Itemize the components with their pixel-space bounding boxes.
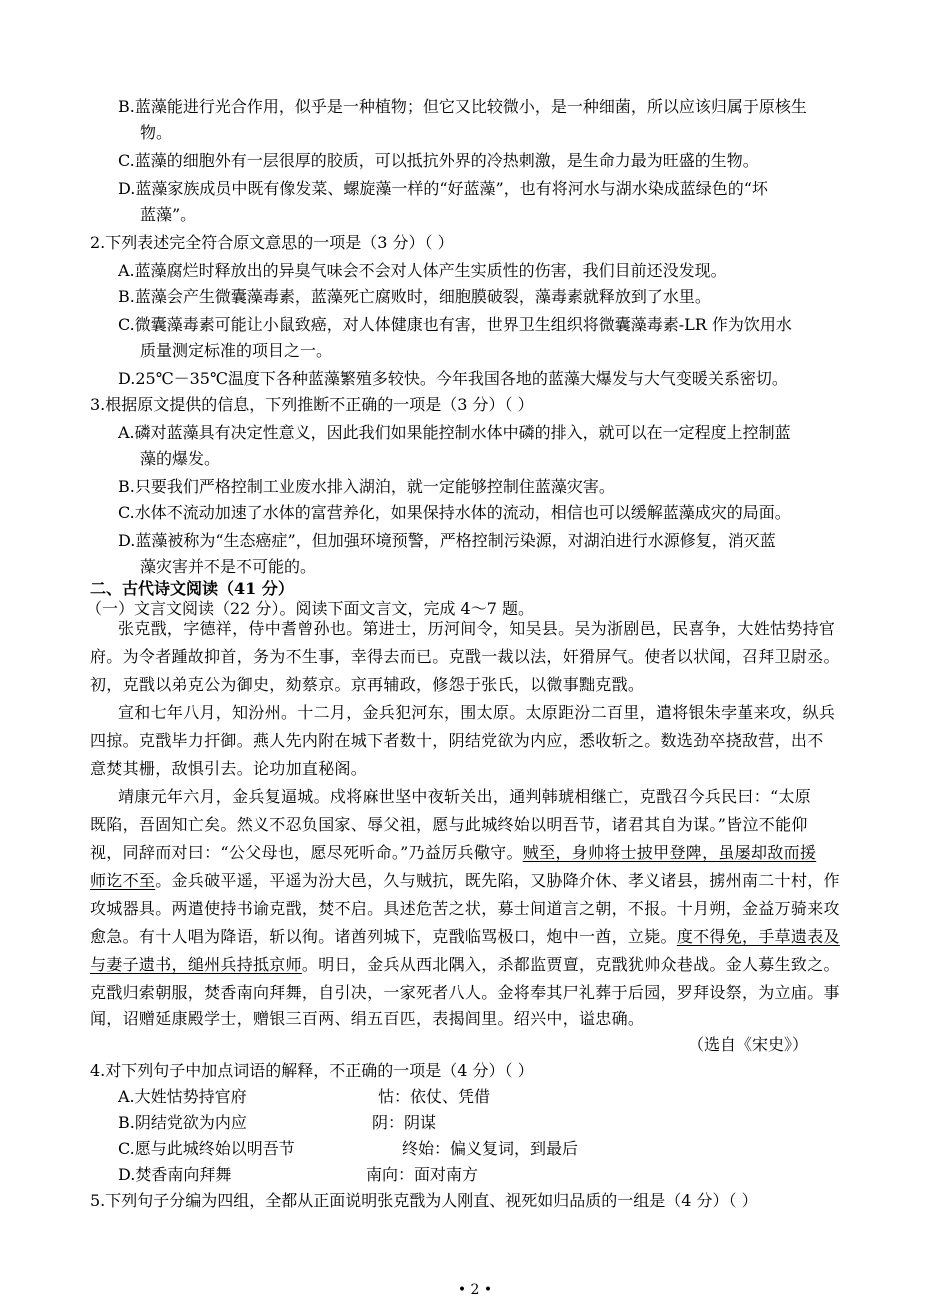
passage-p3-line6-text: 愈急。有十人唱为降语，斩以徇。诸酋列城下，克戬临骂极口，炮中一酋，立毙。	[90, 927, 677, 946]
passage-p3-line7	[90, 954, 840, 976]
underlined-sentence-2a: 度不得免，手草遗表及	[676, 927, 840, 946]
q1-option-c: C.蓝藻的细胞外有一层很厚的胶质，可以抵抗外界的冷热刺激，是生命力最为旺盛的生物。	[118, 151, 759, 170]
passage-p3-line9: 闻，诏赠延康殿学士，赠银三百两、绢五百匹，表揭闾里。绍兴中，谥忠确。	[90, 1009, 645, 1028]
q3-option-d-line2: 藻灾害并不是不可能的。	[140, 557, 317, 576]
passage-p1-line1: 张克戬，字德祥，侍中耆曾孙也。第进士，历河间令，知吴县。吴为浙剧邑，民喜争，大姓怙势持官	[118, 619, 836, 638]
underlined-sentence-1a: 贼至，身帅将士披甲登陴，虽屡却敌而援	[522, 843, 817, 862]
q3-option-c: C.水体不流动加速了水体的富营养化，如果保持水体的流动，相信也可以缓解蓝藻成灾的局面。	[118, 503, 791, 522]
passage-p3-line4	[90, 870, 840, 892]
passage-source: （选自《宋史》）	[688, 1035, 809, 1054]
underlined-sentence-2b: 与妻子遗书，缒州兵持抵京师	[90, 955, 302, 974]
q3-option-a-line1: A.磷对蓝藻具有决定性意义，因此我们如果能控制水体中磷的排入，就可以在一定程度上控制蓝	[118, 423, 791, 442]
section-title: 二、古代诗文阅读（41 分）	[90, 579, 294, 598]
q4-option-c-gloss: 终始：偏义复词，到最后	[402, 1139, 579, 1158]
q5-stem: 5.下列句子分编为四组，全都从正面说明张克戬为人刚直、视死如归品质的一组是（4 分）（ ）	[90, 1191, 758, 1210]
q3-option-b: B.只要我们严格控制工业废水排入湖泊，就一定能够控制住蓝藻灾害。	[118, 477, 615, 496]
q3-stem: 3.根据原文提供的信息，下列推断不正确的一项是（3 分）（ ）	[90, 395, 534, 414]
passage-p3-line3-text: 视，同辞而对曰：“公父母也，愿尽死听命。”乃益厉兵儆守。	[90, 843, 523, 862]
q2-option-d: D.25℃－35℃温度下各种蓝藻繁殖多较快。今年我国各地的蓝藻大爆发与大气变暖关系密切。	[118, 369, 788, 388]
passage-p2-line3: 意焚其栅，敌惧引去。论功加直秘阁。	[90, 759, 368, 778]
q4-option-a-gloss: 怙：依仗、凭借	[378, 1087, 491, 1106]
q2-option-c-line1: C.微囊藻毒素可能让小鼠致癌，对人体健康也有害，世界卫生组织将微囊藻毒素-LR 作为饮用水	[118, 315, 792, 334]
passage-p3-line6	[90, 926, 840, 948]
passage-p3-line2: 既陷，吾固知亡矣。然义不忍负国家、辱父祖，愿与此城终始以明吾节，诸君其自为谋。”皆泣不能仰	[90, 815, 808, 834]
passage-p3-line4-text: 。金兵破平遥，平遥为汾大邑，久与贼抗，既先陷，又胁降介休、孝义诸县，掳州南二十村，作	[155, 871, 840, 890]
passage-p3-line5: 攻城器具。两遣使持书谕克戬，焚不启。具述危苦之状，募士间道言之朝，不报。十月朔，金益万骑来攻	[90, 899, 840, 918]
page-number: • 2 •	[457, 1282, 493, 1298]
q2-option-a: A.蓝藻腐烂时释放出的异臭气味会不会对人体产生实质性的伤害，我们目前还没发现。	[118, 261, 727, 280]
passage-p3-line8: 克戬归索朝服，焚香南向拜舞，自引决，一家死者八人。金将奉其尸礼葬于后园，罗拜设祭，为立庙。事	[90, 983, 840, 1002]
passage-p3-line7-text: 。明日，金兵从西北隅入，杀都监贾亶，克戬犹帅众巷战。金人募生致之。	[301, 955, 840, 974]
q4-option-c: C.愿与此城终始以明吾节	[118, 1139, 295, 1158]
q2-option-c-line2: 质量测定标准的项目之一。	[140, 341, 333, 360]
q4-option-a: A.大姓怙势持官府	[118, 1087, 247, 1106]
q2-option-b: B.蓝藻会产生微囊藻毒素，蓝藻死亡腐败时，细胞膜破裂，藻毒素就释放到了水里。	[118, 287, 711, 306]
q1-option-d-line1: D.蓝藻家族成员中既有像发菜、螺旋藻一样的“好蓝藻”，也有将河水与湖水染成蓝绿色的“坏	[118, 179, 768, 198]
q3-option-d-line1: D.蓝藻被称为“生态癌症”，但加强环境预警，严格控制污染源，对湖泊进行水源修复，消灭蓝	[118, 531, 776, 550]
q4-option-d-gloss: 南向：面对南方	[366, 1165, 479, 1184]
q3-option-a-line2: 藻的爆发。	[140, 449, 221, 468]
q4-option-d: D.焚香南向拜舞	[118, 1165, 232, 1184]
passage-p2-line1: 宣和七年八月，知汾州。十二月，金兵犯河东，围太原。太原距汾二百里，遣将银朱孛堇来攻，纵兵	[118, 703, 836, 722]
passage-p1-line2: 府。为令者踵故抑首，务为不生事，幸得去而已。克戬一裁以法，奸猾屏气。使者以状闻，召拜卫尉丞。	[90, 647, 840, 666]
q1-option-d-line2: 蓝藻”。	[140, 205, 197, 224]
q4-option-b-gloss: 阴：阴谋	[372, 1113, 437, 1132]
passage-p1-line3: 初，克戬以弟克公为御史，劾蔡京。京再辅政，修怨于张氏，以微事黜克戬。	[90, 675, 645, 694]
q4-stem: 4.对下列句子中加点词语的解释，不正确的一项是（4 分）（ ）	[90, 1061, 534, 1080]
q1-option-b-line2: 物。	[140, 123, 173, 142]
q2-stem: 2.下列表述完全符合原文意思的一项是（3 分）（ ）	[90, 233, 454, 252]
section-subtitle: （一）文言文阅读（22 分）。阅读下面文言文，完成 4～7 题。	[86, 599, 534, 618]
underlined-sentence-1b: 师讫不至	[90, 871, 156, 890]
passage-p3-line1: 靖康元年六月，金兵复逼城。戍将麻世坚中夜斩关出，通判韩琥相继亡，克戬召今兵民曰：“太原	[118, 787, 812, 806]
q4-option-b: B.阴结党欲为内应	[118, 1113, 247, 1132]
passage-p2-line2: 四掠。克戬毕力扞御。燕人先内附在城下者数十，阴结党欲为内应，悉收斩之。数选劲卒挠敌营，出不	[90, 731, 824, 750]
q1-option-b-line1: B.蓝藻能进行光合作用，似乎是一种植物；但它又比较微小，是一种细菌，所以应该归属于原核生	[118, 97, 807, 116]
passage-p3-line3	[90, 842, 816, 864]
